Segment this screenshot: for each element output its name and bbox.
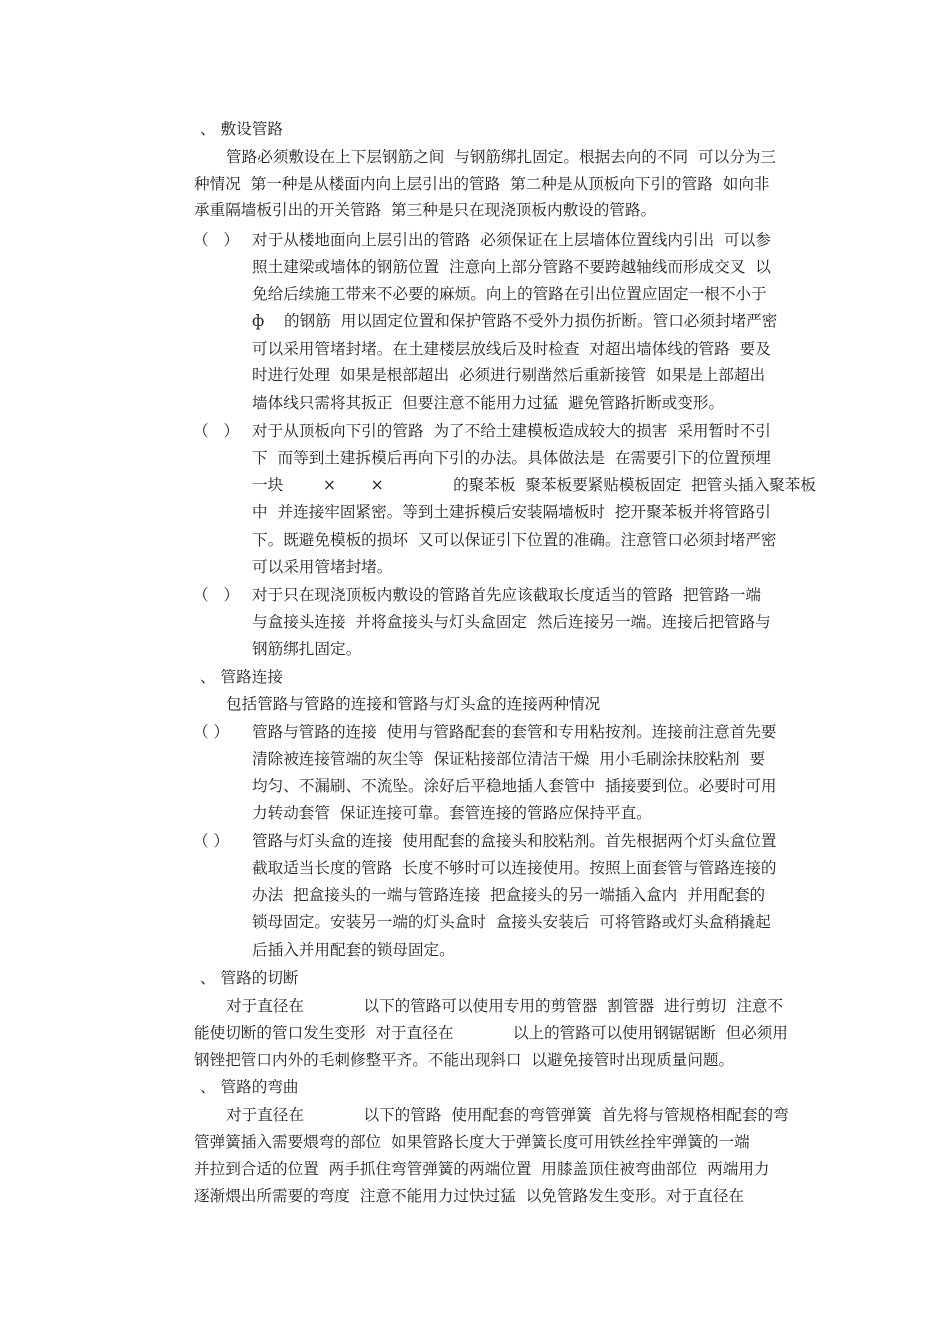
paragraph-line: 能使切断的管口发生变形 对于直径在 以上的管路可以使用钢锯锯断 但必须用 bbox=[194, 1024, 788, 1042]
item-line: 可以采用管堵封堵。在土建楼层放线后及时检查 对超出墙体线的管路 要及 bbox=[252, 340, 771, 358]
item-line: 管路与管路的连接 使用与管路配套的套管和专用粘按剂。连接前注意首先要 bbox=[252, 723, 777, 741]
item-marker: （ ） bbox=[193, 422, 240, 440]
item-line: 对于只在现浇顶板内敷设的管路首先应该截取长度适当的管路 把管路一端 bbox=[252, 586, 761, 604]
paragraph-line: 钢锉把管口内外的毛刺修整平齐。不能出现斜口 以避免接管时出现质量问题。 bbox=[194, 1051, 735, 1069]
section-heading: 、 管路连接 bbox=[200, 668, 283, 686]
item-line: 照土建梁或墙体的钢筋位置 注意向上部分管路不要跨越轴线而形成交叉 以 bbox=[252, 258, 771, 276]
item-line: 力转动套管 保证连接可靠。套管连接的管路应保持平直。 bbox=[252, 804, 652, 822]
paragraph-line: 种情况 第一种是从楼面内向上层引出的管路 第二种是从顶板向下引的管路 如向非 bbox=[194, 175, 770, 193]
item-line: 后插入并用配套的锁母固定。 bbox=[252, 941, 455, 959]
paragraph-line: 管弹簧插入需要煨弯的部位 如果管路长度大于弹簧长度可用铁丝拴牢弹簧的一端 bbox=[194, 1133, 750, 1151]
section-heading: 、 管路的弯曲 bbox=[200, 1078, 299, 1096]
item-line: 均匀、不漏刷、不流坠。涂好后平稳地插人套管中 插接要到位。必要时可用 bbox=[252, 777, 777, 795]
paragraph-line: 并拉到合适的位置 两手抓住弯管弹簧的两端位置 用膝盖顶住被弯曲部位 两端用力 bbox=[194, 1160, 770, 1178]
item-line: 与盒接头连接 并将盒接头与灯头盒固定 然后连接另一端。连接后把管路与 bbox=[252, 613, 771, 631]
paragraph-line: 逐渐煨出所需要的弯度 注意不能用力过快过猛 以免管路发生变形。对于直径在 bbox=[194, 1187, 745, 1205]
paragraph-line: 对于直径在 以下的管路可以使用专用的剪管器 割管器 进行剪切 注意不 bbox=[226, 997, 784, 1015]
section-heading: 、 管路的切断 bbox=[200, 969, 299, 987]
item-line: 下。既避免模板的损坏 又可以保证引下位置的准确。注意管口必须封堵严密 bbox=[252, 531, 777, 549]
item-marker: （ ） bbox=[193, 231, 240, 249]
item-marker: （ ） bbox=[193, 832, 230, 850]
item-line: 一块 × × 的聚苯板 聚苯板要紧贴模板固定 把管头插入聚苯板 bbox=[252, 476, 816, 494]
paragraph-line: 承重隔墙板引出的开关管路 第三种是只在现浇顶板内敷设的管路。 bbox=[194, 201, 657, 219]
item-line: 可以采用管堵封堵。 bbox=[252, 558, 393, 576]
item-line: 时进行处理 如果是根部超出 必须进行剔凿然后重新接管 如果是上部超出 bbox=[252, 366, 766, 384]
item-line: 锁母固定。安装另一端的灯头盒时 盒接头安装后 可将管路或灯头盒稍撬起 bbox=[252, 913, 771, 931]
item-line: 钢筋绑扎固定。 bbox=[252, 640, 362, 658]
item-line: 免给后续施工带来不必要的麻烦。向上的管路在引出位置应固定一根不小于 bbox=[252, 285, 767, 303]
item-line: 清除被连接管端的灰尘等 保证粘接部位清洁干燥 用小毛刷涂抹胶粘剂 要 bbox=[252, 750, 766, 768]
item-line: 下 而等到土建拆模后再向下引的办法。具体做法是 在需要引下的位置预埋 bbox=[252, 449, 771, 467]
item-line: 中 并连接牢固紧密。等到土建拆模后安装隔墙板时 挖开聚苯板并将管路引 bbox=[252, 503, 771, 521]
item-line: 对于从顶板向下引的管路 为了不给土建模板造成较大的损害 采用暂时不引 bbox=[252, 422, 771, 440]
item-line: 管路与灯头盒的连接 使用配套的盒接头和胶粘剂。首先根据两个灯头盒位置 bbox=[252, 832, 777, 850]
item-marker: （ ） bbox=[193, 586, 240, 604]
item-line: 办法 把盒接头的一端与管路连接 把盒接头的另一端插入盒内 并用配套的 bbox=[252, 886, 766, 904]
item-marker: （ ） bbox=[193, 723, 230, 741]
section-heading: 、 敷设管路 bbox=[200, 120, 283, 138]
paragraph-line: 包括管路与管路的连接和管路与灯头盒的连接两种情况 bbox=[226, 695, 601, 713]
item-line: ф 的钢筋 用以固定位置和保护管路不受外力损伤折断。管口必须封堵严密 bbox=[252, 312, 778, 330]
item-line: 对于从楼地面向上层引出的管路 必须保证在上层墙体位置线内引出 可以参 bbox=[252, 231, 771, 249]
paragraph-line: 对于直径在 以下的管路 使用配套的弯管弹簧 首先将与管规格相配套的弯 bbox=[226, 1106, 789, 1124]
paragraph-line: 管路必须敷设在上下层钢筋之间 与钢筋绑扎固定。根据去向的不同 可以分为三 bbox=[226, 148, 777, 166]
item-line: 墙体线只需将其扳正 但要注意不能用力过猛 避免管路折断或变形。 bbox=[252, 394, 725, 412]
item-line: 截取适当长度的管路 长度不够时可以连接使用。按照上面套管与管路连接的 bbox=[252, 859, 777, 877]
